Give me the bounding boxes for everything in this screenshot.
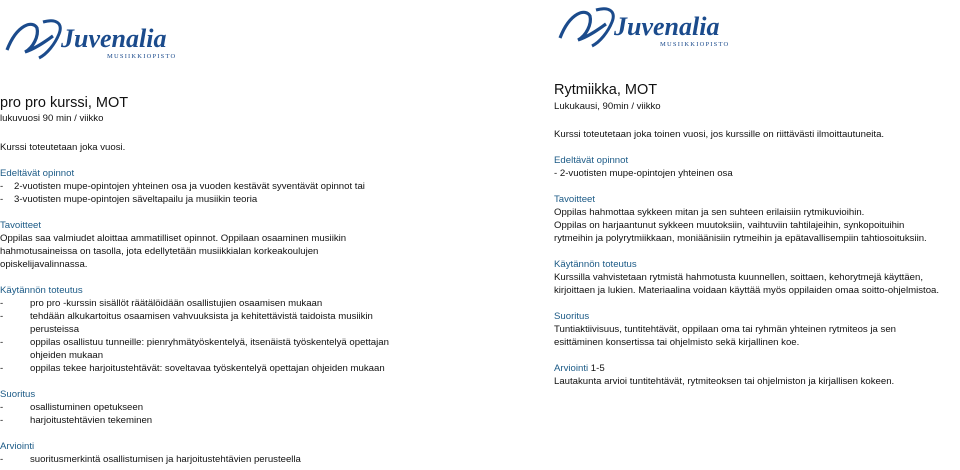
eval-heading: Arviointi 1-5 xyxy=(554,363,605,374)
left-content xyxy=(0,141,470,466)
juvenalia-logo xyxy=(556,2,756,52)
list-item: - oppilas osallistuu tunneille: pienryhmätyöskentelyä, itsenäistä työskentelyä opettajan ohjeiden mukaan xyxy=(0,337,389,361)
list-item: - harjoitustehtävien tekeminen xyxy=(0,415,153,426)
logo-wordmark: Juvenalia xyxy=(61,24,167,53)
eval-text: Lautakunta arvioi tuntitehtävät, rytmiteoksen tai ohjelmiston ja kirjallisen kokeen. xyxy=(554,376,895,387)
impl-line: Kurssilla vahvistetaan rytmistä hahmotusta kuunnellen, soittaen, kehorytmejä käyttäen, xyxy=(554,272,924,283)
intro-text: Kurssi toteutetaan joka vuosi. xyxy=(0,142,126,153)
goals-text: Oppilas saa valmiudet aloittaa ammatilliset opinnot. Oppilaan osaaminen musiikin hahmotusaineissa on tasolla, jota edellytetään musiikkialan korkeakoulujen opiskelijavalinnassa. xyxy=(0,233,347,270)
right-content xyxy=(554,128,958,388)
impl-heading: Käytännön toteutus xyxy=(0,285,83,296)
list-item: - pro pro -kurssin sisällöt räätälöidään osallistujien osaamisen mukaan xyxy=(0,298,323,309)
course-duration: lukuvuosi 90 min / viikko xyxy=(0,113,104,124)
perf-line: Tuntiaktiivisuus, tuntitehtävät, oppilaan oma tai ryhmän yhteinen rytmiteos ja sen xyxy=(554,324,896,335)
course-title: Rytmiikka, MOT xyxy=(554,82,658,98)
prereq-heading: Edeltävät opinnot xyxy=(0,168,75,179)
logo-sub: MUSIIKKIOPISTO xyxy=(660,41,730,48)
goals-line: Oppilas on harjaantunut sykkeen muutoksiin, vaihtuviin tahtilajeihin, synkopoituihin xyxy=(554,220,905,231)
list-item: - oppilas tekee harjoitustehtävät: soveltavaa työskentelyä opettajan ohjeiden mukaan xyxy=(0,363,385,374)
page-title: pro pro kurssi, MOT xyxy=(0,95,129,111)
list-item: - suoritusmerkintä osallistumisen ja harjoitustehtävien perusteella xyxy=(0,454,301,465)
perf-heading: Suoritus xyxy=(554,311,590,322)
goals-heading: Tavoitteet xyxy=(0,220,42,231)
list-item: - osallistuminen opetukseen xyxy=(0,402,144,413)
logo-wordmark: Juvenalia xyxy=(614,12,720,41)
eval-heading: Arviointi xyxy=(0,441,35,452)
prereq-heading: Edeltävät opinnot xyxy=(554,155,629,166)
list-item: - tehdään alkukartoitus osaamisen vahvuuksista ja kehitettävistä taidoista musiikin perusteissa xyxy=(0,311,373,335)
impl-heading: Käytännön toteutus xyxy=(554,259,637,270)
list-item: - 2-vuotisten mupe-opintojen yhteinen osa ja vuoden kestävät syventävät opinnot tai xyxy=(0,181,365,192)
logo-sub: MUSIIKKIOPISTO xyxy=(107,53,177,60)
prereq-text: - 2-vuotisten mupe-opintojen yhteinen osa xyxy=(554,168,733,179)
perf-heading: Suoritus xyxy=(0,389,36,400)
eval-scale: 1-5 xyxy=(590,363,605,374)
juvenalia-logo xyxy=(3,14,203,64)
list-item: - 3-vuotisten mupe-opintojen säveltapailu ja musiikin teoria xyxy=(0,194,258,205)
goals-line: rytmeihin ja polyrytmiikkaan, moniäänisiin rytmeihin ja epätavallisempiin tahtiosoituksiin. xyxy=(554,233,927,244)
impl-line: kirjoittaen ja lukien. Materiaalina voidaan käyttää myös oppilaiden omaa soitto-ohjelmistoa. xyxy=(554,285,940,296)
goals-line: Oppilas hahmottaa sykkeen mitan ja sen suhteen erilaisiin rytmikuvioihin. xyxy=(554,207,865,218)
perf-line: esittäminen konsertissa tai ohjelmisto sekä kirjallinen koe. xyxy=(554,337,800,348)
intro-text: Kurssi toteutetaan joka toinen vuosi, jos kurssille on riittävästi ilmoittautuneita. xyxy=(554,129,885,140)
goals-heading: Tavoitteet xyxy=(554,194,596,205)
course-duration: Lukukausi, 90min / viikko xyxy=(554,101,661,112)
